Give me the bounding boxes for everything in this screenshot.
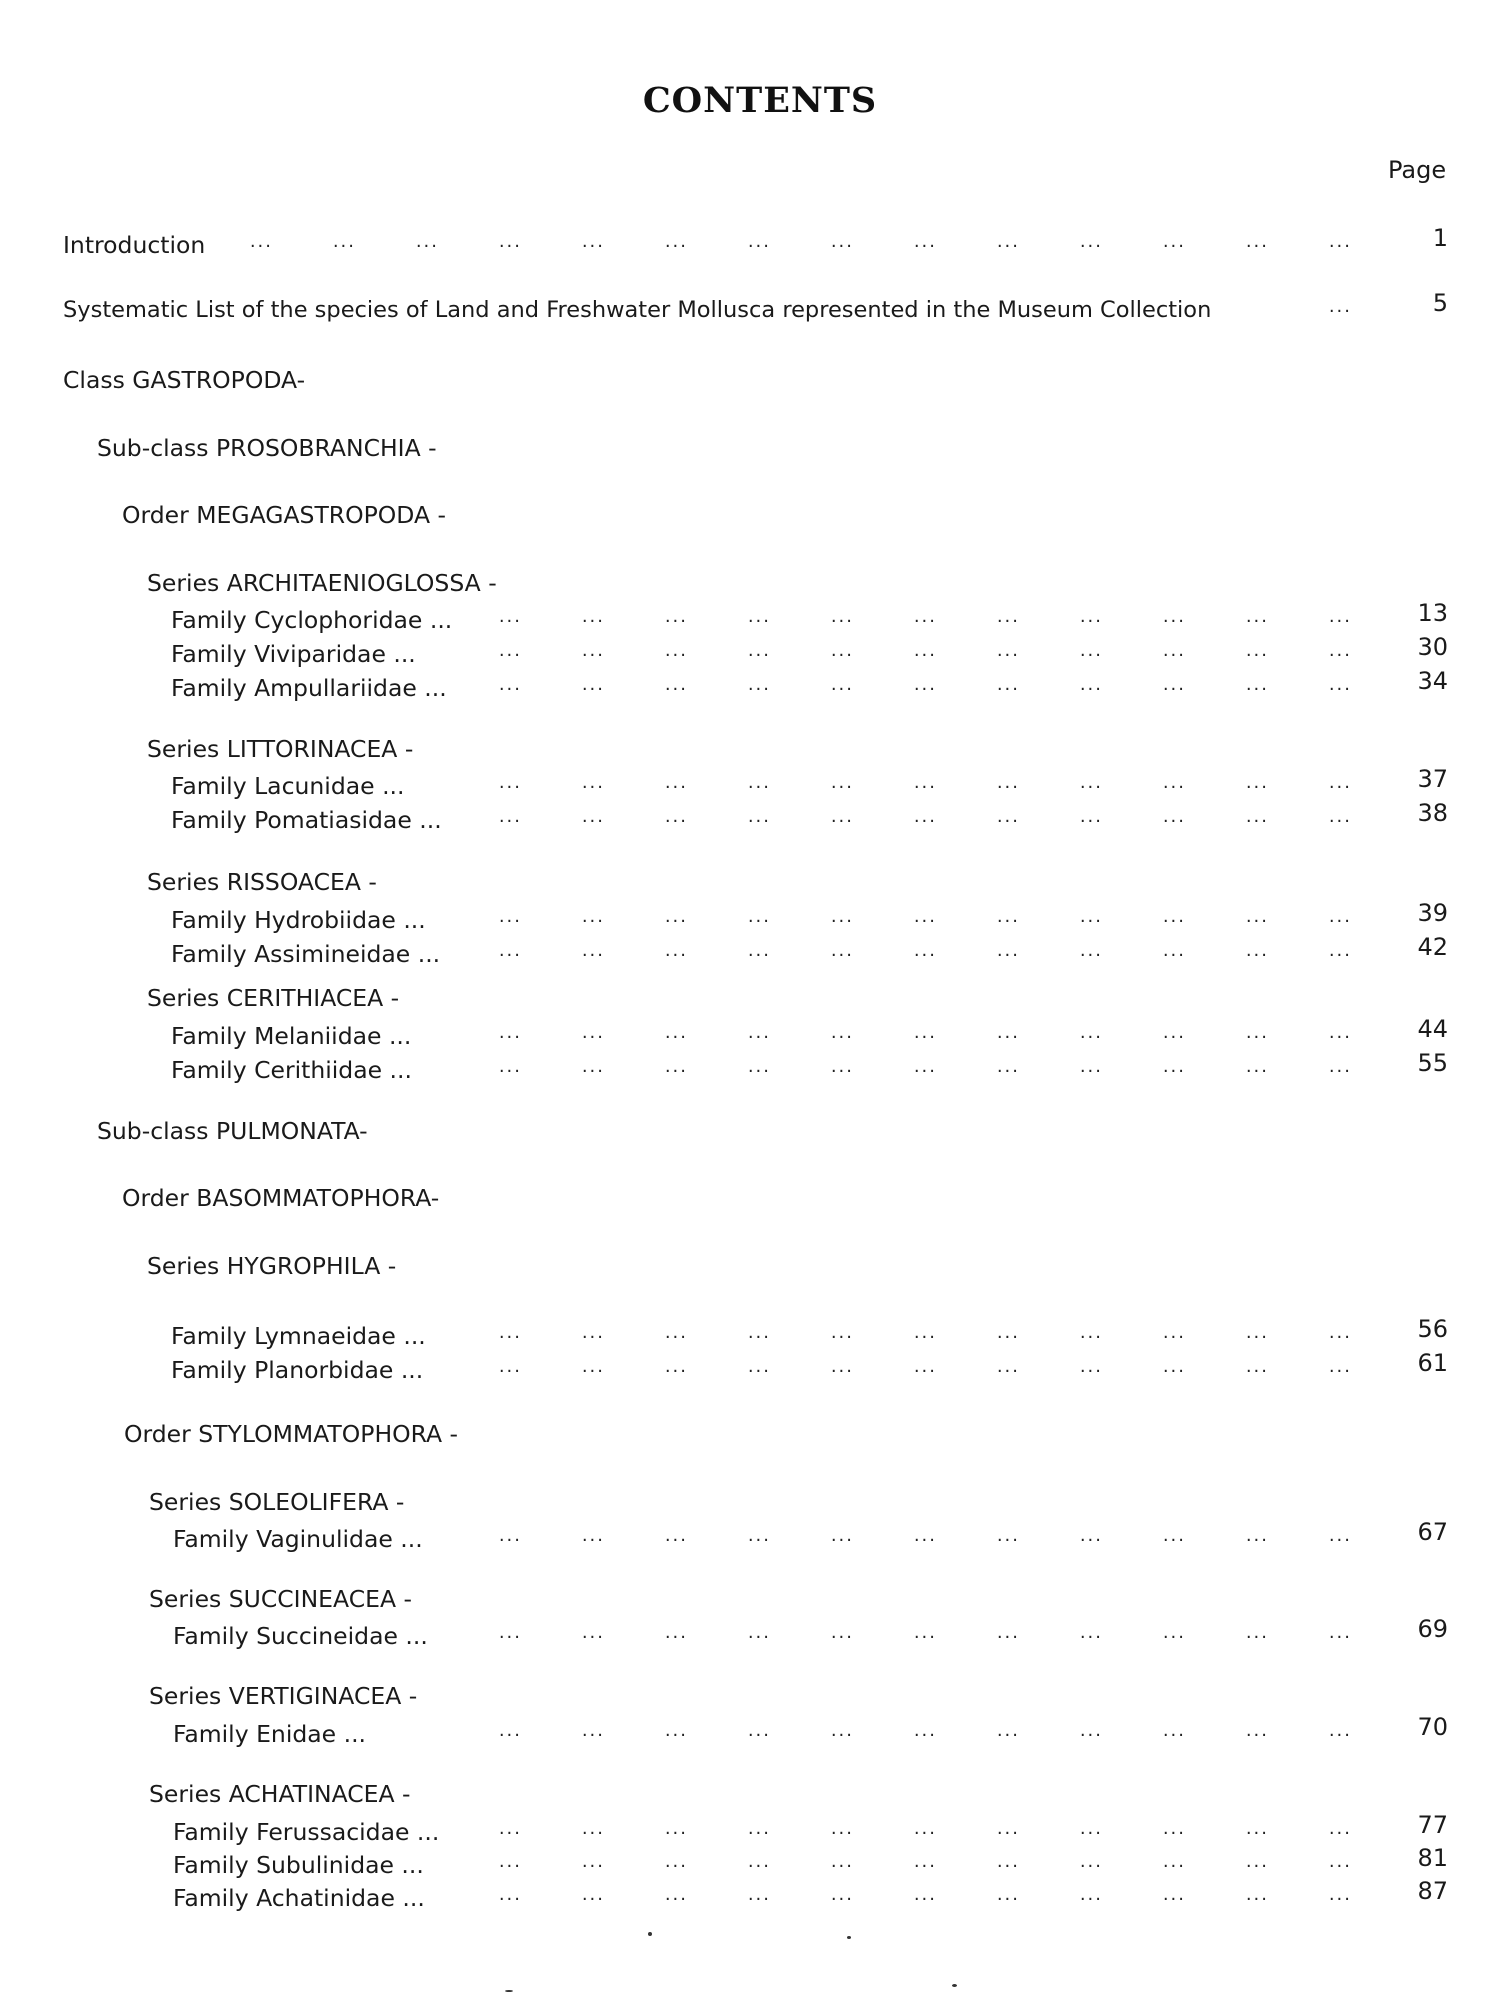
leader-dots: ... <box>996 940 1020 961</box>
leader-dots: ... <box>1328 1056 1352 1077</box>
leader-dots: ... <box>830 1720 854 1741</box>
leader-dots: ... <box>913 1525 937 1546</box>
leader-dots: ... <box>913 1851 937 1872</box>
leader-dots: ... <box>498 1851 522 1872</box>
toc-entry-page: 42 <box>1417 933 1448 961</box>
leader-dots: ... <box>664 1720 688 1741</box>
leader-dots: ... <box>1079 606 1103 627</box>
leader-dots: ... <box>498 1356 522 1377</box>
toc-entry-label: Systematic List of the species of Land and Freshwater Mollusca represented in the Museum Collection <box>63 297 1212 323</box>
leader-dots: ... <box>1328 1622 1352 1643</box>
leader-dots: ... <box>913 1356 937 1377</box>
leader-dots: ... <box>830 806 854 827</box>
leader-dots: ... <box>747 1720 771 1741</box>
dot-leaders <box>439 901 1352 933</box>
dot-leaders <box>439 1813 1352 1845</box>
leader-dots: ... <box>1245 940 1269 961</box>
leader-dots: ... <box>498 906 522 927</box>
leader-dots: ... <box>996 772 1020 793</box>
toc-entry-label: Family Pomatiasidae ... <box>171 806 442 834</box>
leader-dots: ... <box>1328 906 1352 927</box>
leader-dots: ... <box>1079 674 1103 695</box>
leader-dots: ... <box>830 1022 854 1043</box>
leader-dots: ... <box>1245 231 1269 252</box>
scan-speck <box>952 1984 957 1987</box>
toc-entry-introduction[interactable] <box>0 224 1500 261</box>
heading-order-stylommatophora: Order STYLOMMATOPHORA - <box>124 1420 459 1448</box>
leader-dots: ... <box>747 806 771 827</box>
leader-dots: ... <box>996 1056 1020 1077</box>
leader-dots: ... <box>747 1322 771 1343</box>
leader-dots: ... <box>830 1622 854 1643</box>
leader-dots: ... <box>664 1356 688 1377</box>
toc-entry-page: 5 <box>1432 289 1448 317</box>
leader-dots: ... <box>581 640 605 661</box>
leader-dots: ... <box>747 772 771 793</box>
leader-dots: ... <box>332 231 356 252</box>
toc-entry-label: Family Succineidae ... <box>173 1622 428 1650</box>
leader-dots: ... <box>996 1720 1020 1741</box>
leader-dots: ... <box>581 940 605 961</box>
scan-speck <box>648 1932 652 1936</box>
dot-leaders <box>439 935 1352 967</box>
leader-dots: ... <box>996 606 1020 627</box>
leader-dots: ... <box>913 1884 937 1905</box>
toc-entry-hydrobiidae[interactable] <box>0 899 1500 936</box>
leader-dots: ... <box>747 1851 771 1872</box>
dot-leaders <box>439 669 1352 701</box>
toc-entry-page: 61 <box>1417 1349 1448 1377</box>
leader-dots: ... <box>581 1525 605 1546</box>
leader-dots: ... <box>581 1884 605 1905</box>
heading-order-megagastropoda: Order MEGAGASTROPODA - <box>122 501 447 529</box>
leader-dots: ... <box>664 674 688 695</box>
leader-dots: ... <box>830 231 854 252</box>
toc-entry-cerithiidae[interactable] <box>0 1049 1500 1086</box>
toc-entry-label: Family Melaniidae ... <box>171 1022 412 1050</box>
dot-leaders <box>439 1351 1352 1383</box>
leader-dots: ... <box>1079 1851 1103 1872</box>
leader-dots: ... <box>1079 906 1103 927</box>
leader-dots: ... <box>581 231 605 252</box>
leader-dots: ... <box>1079 640 1103 661</box>
dot-leaders <box>439 1017 1352 1049</box>
toc-entry-pomatiasidae[interactable] <box>0 799 1500 836</box>
leader-dots: ... <box>664 640 688 661</box>
leader-dots: ... <box>996 906 1020 927</box>
toc-entry-label: Family Lymnaeidae ... <box>171 1322 426 1350</box>
leader-dots: ... <box>1245 1622 1269 1643</box>
leader-dots: ... <box>747 674 771 695</box>
leader-dots: ... <box>664 1525 688 1546</box>
toc-entry-label: Family Subulinidae ... <box>173 1851 424 1879</box>
heading-class-gastropoda: Class GASTROPODA- <box>63 366 306 394</box>
leader-dots: ... <box>1162 806 1186 827</box>
toc-entry-enidae[interactable] <box>0 1713 1500 1750</box>
heading-series-cerithiacea: Series CERITHIACEA - <box>147 984 400 1012</box>
leader-dots: ... <box>830 1818 854 1839</box>
leader-dots: ... <box>1079 1322 1103 1343</box>
toc-entry-label: Family Hydrobiidae ... <box>171 906 426 934</box>
leader-dots: ... <box>1079 772 1103 793</box>
leader-dots: ... <box>747 1622 771 1643</box>
toc-entry-ferussacidae[interactable] <box>0 1811 1500 1848</box>
leader-dots: ... <box>498 1322 522 1343</box>
leader-dots: ... <box>913 806 937 827</box>
leader-dots: ... <box>498 231 522 252</box>
leader-dots: ... <box>664 940 688 961</box>
leader-dots: ... <box>1245 1356 1269 1377</box>
leader-dots: ... <box>830 1322 854 1343</box>
leader-dots: ... <box>664 1056 688 1077</box>
leader-dots: ... <box>581 1056 605 1077</box>
leader-dots: ... <box>581 772 605 793</box>
toc-entry-lymnaeidae[interactable] <box>0 1315 1500 1352</box>
leader-dots: ... <box>664 1884 688 1905</box>
leader-dots: ... <box>747 231 771 252</box>
toc-entry-subulinidae[interactable] <box>0 1844 1500 1881</box>
leader-dots: ... <box>498 1720 522 1741</box>
leader-dots: ... <box>913 1818 937 1839</box>
heading-series-achatinacea: Series ACHATINACEA - <box>149 1780 411 1808</box>
leader-dots: ... <box>1079 1056 1103 1077</box>
dot-leaders <box>439 1715 1352 1747</box>
leader-dots: ... <box>1245 1525 1269 1546</box>
leader-dots: ... <box>1162 606 1186 627</box>
dot-leaders <box>190 226 1352 258</box>
leader-dots: ... <box>1328 1720 1352 1741</box>
leader-dots: ... <box>747 940 771 961</box>
leader-dots: ... <box>1162 1022 1186 1043</box>
toc-entry-page: 13 <box>1417 599 1448 627</box>
toc-entry-cyclophoridae[interactable] <box>0 599 1500 636</box>
leader-dots: ... <box>1162 1056 1186 1077</box>
leader-dots: ... <box>830 1884 854 1905</box>
dot-leaders <box>439 1520 1352 1552</box>
leader-dots: ... <box>498 940 522 961</box>
leader-dots: ... <box>664 1851 688 1872</box>
dot-leaders <box>439 1617 1352 1649</box>
toc-entry-label: Introduction <box>63 231 206 259</box>
leader-dots: ... <box>996 1356 1020 1377</box>
leader-dots: ... <box>913 940 937 961</box>
dot-leaders <box>439 1879 1352 1911</box>
leader-dots: ... <box>1162 674 1186 695</box>
scan-speck <box>505 1990 513 1992</box>
leader-dots: ... <box>664 806 688 827</box>
leader-dots: ... <box>1328 1884 1352 1905</box>
leader-dots: ... <box>1245 674 1269 695</box>
leader-dots: ... <box>1162 1322 1186 1343</box>
dot-leaders <box>1269 291 1352 323</box>
leader-dots: ... <box>1245 640 1269 661</box>
leader-dots: ... <box>1328 940 1352 961</box>
leader-dots: ... <box>581 1622 605 1643</box>
leader-dots: ... <box>913 640 937 661</box>
leader-dots: ... <box>830 1851 854 1872</box>
toc-entry-planorbidae[interactable] <box>0 1349 1500 1386</box>
toc-entry-lacunidae[interactable] <box>0 765 1500 802</box>
leader-dots: ... <box>830 940 854 961</box>
leader-dots: ... <box>1328 231 1352 252</box>
heading-series-succineacea: Series SUCCINEACEA - <box>149 1585 412 1613</box>
toc-entry-assimineidae[interactable] <box>0 933 1500 970</box>
leader-dots: ... <box>498 640 522 661</box>
leader-dots: ... <box>1328 296 1352 317</box>
leader-dots: ... <box>747 1818 771 1839</box>
leader-dots: ... <box>1162 640 1186 661</box>
leader-dots: ... <box>1162 1818 1186 1839</box>
toc-entry-ampullariidae[interactable] <box>0 667 1500 704</box>
leader-dots: ... <box>581 1818 605 1839</box>
leader-dots: ... <box>830 1525 854 1546</box>
leader-dots: ... <box>1245 1884 1269 1905</box>
leader-dots: ... <box>1079 1884 1103 1905</box>
leader-dots: ... <box>1079 231 1103 252</box>
leader-dots: ... <box>1328 606 1352 627</box>
leader-dots: ... <box>1079 1356 1103 1377</box>
heading-series-vertiginacea: Series VERTIGINACEA - <box>149 1682 418 1710</box>
toc-entry-label: Family Ampullariidae ... <box>171 674 447 702</box>
heading-series-soleolifera: Series SOLEOLIFERA - <box>149 1488 405 1516</box>
leader-dots: ... <box>1328 1525 1352 1546</box>
toc-entry-label: Family Cyclophoridae ... <box>171 606 453 634</box>
toc-entry-label: Family Vaginulidae ... <box>173 1525 423 1553</box>
heading-subclass-pulmonata: Sub-class PULMONATA- <box>97 1117 368 1145</box>
leader-dots: ... <box>996 1818 1020 1839</box>
leader-dots: ... <box>747 606 771 627</box>
leader-dots: ... <box>664 1322 688 1343</box>
leader-dots: ... <box>249 231 273 252</box>
leader-dots: ... <box>1245 806 1269 827</box>
leader-dots: ... <box>498 674 522 695</box>
toc-entry-page: 77 <box>1417 1811 1448 1839</box>
toc-entry-page: 44 <box>1417 1015 1448 1043</box>
leader-dots: ... <box>996 806 1020 827</box>
leader-dots: ... <box>913 1720 937 1741</box>
leader-dots: ... <box>1079 1525 1103 1546</box>
leader-dots: ... <box>498 1884 522 1905</box>
leader-dots: ... <box>913 674 937 695</box>
toc-entry-page: 69 <box>1417 1615 1448 1643</box>
leader-dots: ... <box>1162 1720 1186 1741</box>
leader-dots: ... <box>830 640 854 661</box>
leader-dots: ... <box>1328 1818 1352 1839</box>
leader-dots: ... <box>747 640 771 661</box>
leader-dots: ... <box>1162 772 1186 793</box>
dot-leaders <box>439 1317 1352 1349</box>
leader-dots: ... <box>913 231 937 252</box>
leader-dots: ... <box>498 1056 522 1077</box>
leader-dots: ... <box>1245 1022 1269 1043</box>
leader-dots: ... <box>1162 940 1186 961</box>
leader-dots: ... <box>1328 640 1352 661</box>
leader-dots: ... <box>830 674 854 695</box>
leader-dots: ... <box>664 606 688 627</box>
leader-dots: ... <box>996 1022 1020 1043</box>
leader-dots: ... <box>1245 1322 1269 1343</box>
toc-entry-page: 81 <box>1417 1844 1448 1872</box>
page-title: CONTENTS <box>642 80 878 121</box>
leader-dots: ... <box>664 231 688 252</box>
leader-dots: ... <box>581 606 605 627</box>
leader-dots: ... <box>581 906 605 927</box>
toc-entry-page: 37 <box>1417 765 1448 793</box>
leader-dots: ... <box>498 1525 522 1546</box>
dot-leaders <box>439 635 1352 667</box>
leader-dots: ... <box>581 806 605 827</box>
leader-dots: ... <box>747 1356 771 1377</box>
leader-dots: ... <box>913 1022 937 1043</box>
leader-dots: ... <box>581 1022 605 1043</box>
leader-dots: ... <box>1162 1622 1186 1643</box>
leader-dots: ... <box>830 1356 854 1377</box>
leader-dots: ... <box>1162 1525 1186 1546</box>
leader-dots: ... <box>1245 1056 1269 1077</box>
leader-dots: ... <box>1079 1022 1103 1043</box>
leader-dots: ... <box>913 1622 937 1643</box>
heading-series-hygrophila: Series HYGROPHILA - <box>147 1252 397 1280</box>
leader-dots: ... <box>1162 1851 1186 1872</box>
toc-entry-melaniidae[interactable] <box>0 1015 1500 1052</box>
leader-dots: ... <box>747 1022 771 1043</box>
leader-dots: ... <box>830 906 854 927</box>
leader-dots: ... <box>1079 1818 1103 1839</box>
leader-dots: ... <box>830 606 854 627</box>
toc-entry-page: 70 <box>1417 1713 1448 1741</box>
leader-dots: ... <box>1079 1720 1103 1741</box>
heading-series-architaenioglossa: Series ARCHITAENIOGLOSSA - <box>147 569 497 597</box>
leader-dots: ... <box>581 674 605 695</box>
leader-dots: ... <box>1245 1851 1269 1872</box>
heading-order-basommatophora: Order BASOMMATOPHORA- <box>122 1184 440 1212</box>
leader-dots: ... <box>1328 674 1352 695</box>
leader-dots: ... <box>581 1322 605 1343</box>
leader-dots: ... <box>830 1056 854 1077</box>
leader-dots: ... <box>1162 1356 1186 1377</box>
toc-entry-succineidae[interactable] <box>0 1615 1500 1652</box>
toc-entry-vaginulidae[interactable] <box>0 1518 1500 1555</box>
leader-dots: ... <box>498 606 522 627</box>
leader-dots: ... <box>913 906 937 927</box>
toc-entry-label: Family Viviparidae ... <box>171 640 416 668</box>
toc-entry-page: 39 <box>1417 899 1448 927</box>
leader-dots: ... <box>996 1622 1020 1643</box>
leader-dots: ... <box>1162 1884 1186 1905</box>
leader-dots: ... <box>1328 1322 1352 1343</box>
leader-dots: ... <box>996 640 1020 661</box>
leader-dots: ... <box>664 1622 688 1643</box>
leader-dots: ... <box>996 1884 1020 1905</box>
leader-dots: ... <box>1328 1022 1352 1043</box>
leader-dots: ... <box>498 772 522 793</box>
leader-dots: ... <box>664 772 688 793</box>
leader-dots: ... <box>747 1884 771 1905</box>
toc-entry-achatinidae[interactable] <box>0 1877 1500 1914</box>
leader-dots: ... <box>1245 1818 1269 1839</box>
leader-dots: ... <box>1245 906 1269 927</box>
scan-speck <box>847 1936 851 1939</box>
dot-leaders <box>439 767 1352 799</box>
leader-dots: ... <box>664 1022 688 1043</box>
dot-leaders <box>439 1051 1352 1083</box>
leader-dots: ... <box>664 1818 688 1839</box>
heading-series-rissoacea: Series RISSOACEA - <box>147 868 377 896</box>
leader-dots: ... <box>996 231 1020 252</box>
leader-dots: ... <box>1328 1356 1352 1377</box>
leader-dots: ... <box>1245 772 1269 793</box>
toc-entry-viviparidae[interactable] <box>0 633 1500 670</box>
heading-subclass-prosobranchia: Sub-class PROSOBRANCHIA - <box>97 434 437 462</box>
dot-leaders <box>439 1846 1352 1878</box>
leader-dots: ... <box>415 231 439 252</box>
leader-dots: ... <box>498 1022 522 1043</box>
leader-dots: ... <box>498 806 522 827</box>
leader-dots: ... <box>1328 806 1352 827</box>
leader-dots: ... <box>913 606 937 627</box>
toc-entry-label: Family Lacunidae ... <box>171 772 405 800</box>
leader-dots: ... <box>498 1818 522 1839</box>
dot-leaders <box>439 801 1352 833</box>
leader-dots: ... <box>581 1356 605 1377</box>
toc-entry-page: 1 <box>1432 224 1448 252</box>
toc-entry-page: 56 <box>1417 1315 1448 1343</box>
leader-dots: ... <box>996 674 1020 695</box>
toc-entry-label: Family Assimineidae ... <box>171 940 441 968</box>
heading-series-littorinacea: Series LITTORINACEA - <box>147 735 414 763</box>
toc-entry-label: Family Ferussacidae ... <box>173 1818 440 1846</box>
toc-entry-page: 87 <box>1417 1877 1448 1905</box>
toc-entry-systematic-list[interactable] <box>0 289 1500 326</box>
leader-dots: ... <box>581 1720 605 1741</box>
leader-dots: ... <box>747 1525 771 1546</box>
leader-dots: ... <box>1079 1622 1103 1643</box>
leader-dots: ... <box>581 1851 605 1872</box>
leader-dots: ... <box>996 1322 1020 1343</box>
toc-entry-page: 55 <box>1417 1049 1448 1077</box>
leader-dots: ... <box>664 906 688 927</box>
leader-dots: ... <box>996 1851 1020 1872</box>
leader-dots: ... <box>913 1322 937 1343</box>
toc-entry-page: 67 <box>1417 1518 1448 1546</box>
leader-dots: ... <box>913 772 937 793</box>
leader-dots: ... <box>498 1622 522 1643</box>
leader-dots: ... <box>1162 231 1186 252</box>
toc-entry-label: Family Achatinidae ... <box>173 1884 425 1912</box>
toc-entry-page: 34 <box>1417 667 1448 695</box>
leader-dots: ... <box>913 1056 937 1077</box>
leader-dots: ... <box>1079 806 1103 827</box>
toc-entry-label: Family Enidae ... <box>173 1720 367 1748</box>
leader-dots: ... <box>830 772 854 793</box>
toc-entry-label: Family Planorbidae ... <box>171 1356 424 1384</box>
leader-dots: ... <box>747 1056 771 1077</box>
leader-dots: ... <box>1162 906 1186 927</box>
page-column-label: Page <box>1388 156 1447 184</box>
dot-leaders <box>439 601 1352 633</box>
toc-entry-page: 38 <box>1417 799 1448 827</box>
leader-dots: ... <box>1328 1851 1352 1872</box>
toc-entry-label: Family Cerithiidae ... <box>171 1056 412 1084</box>
leader-dots: ... <box>1245 606 1269 627</box>
leader-dots: ... <box>1245 1720 1269 1741</box>
leader-dots: ... <box>1079 940 1103 961</box>
leader-dots: ... <box>747 906 771 927</box>
toc-entry-page: 30 <box>1417 633 1448 661</box>
leader-dots: ... <box>996 1525 1020 1546</box>
leader-dots: ... <box>1328 772 1352 793</box>
